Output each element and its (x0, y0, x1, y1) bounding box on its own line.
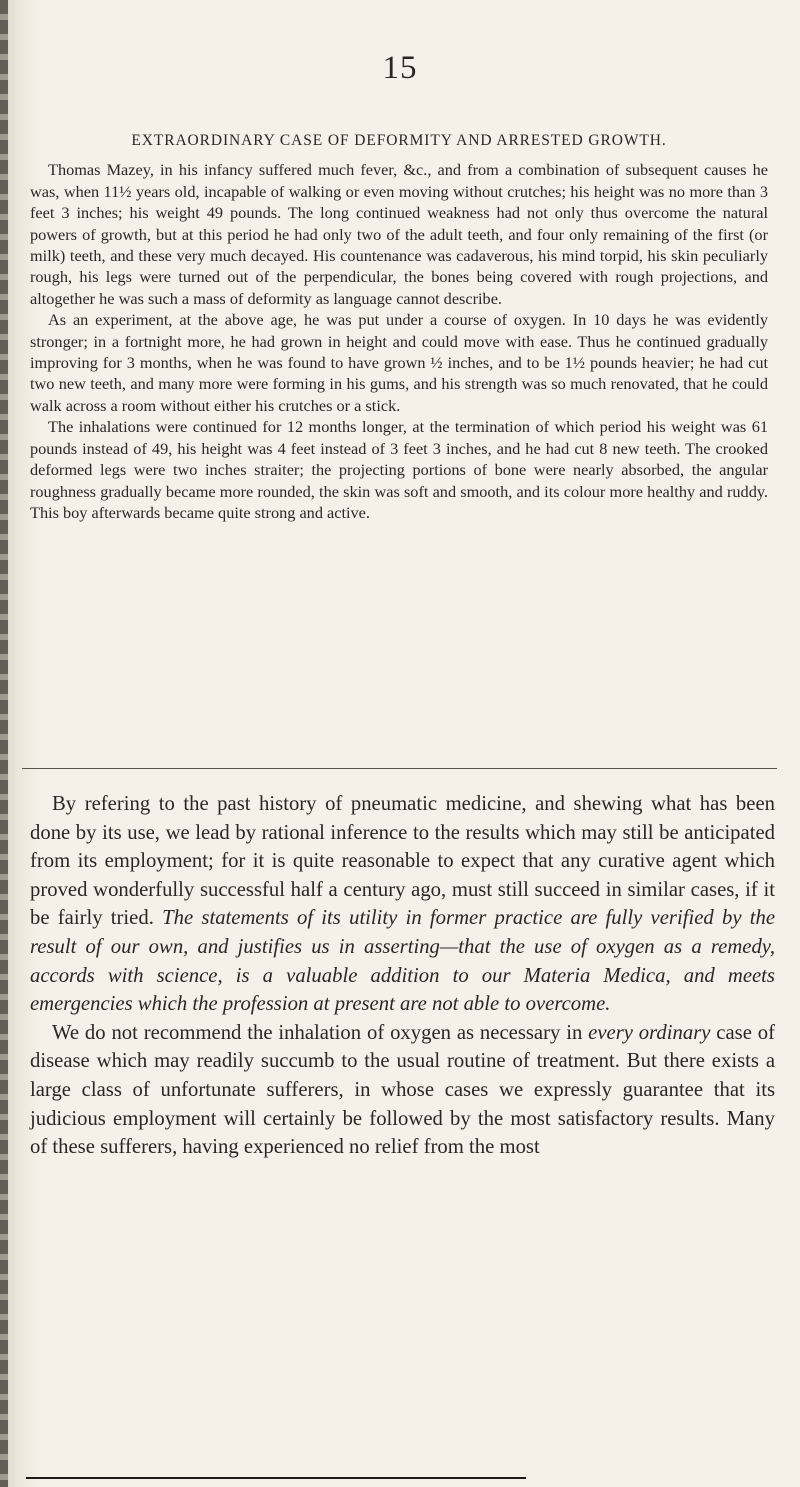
main-text-italic: The statements of its utility in former practice are fully verified by the result of our own, and justifies us in asserting—that the use of oxygen as a remedy, accords with science, is a valuable addition to our Materia Medica, and meets emergencies which the profession at present are not able to overcome. (30, 907, 776, 1016)
main-text-emphasis: every ordinary (588, 1021, 711, 1044)
main-text-plain: case of disease which may readily succumb to the usual routine of treatment. But there exists a large class of unfortunate sufferers, in whose cases we expressly guarantee that its judicious employment will certainly be followed by the most satisfactory results. Many of these sufferers, having experienced no relief from the most (30, 1021, 775, 1159)
case-paragraph: As an experiment, at the above age, he was put under a course of oxygen. In 10 days he was evidently stronger; in a fortnight more, he had grown in height and could move with ease. Thus he continued gradually improving for 3 months, when he was found to have grown ½ inches, and to be 1½ pounds heavier; he had cut two new teeth, and many more were forming in his gums, and his strength was so much renovated, that he could walk across a room without either his crutches or a stick. (30, 310, 768, 415)
section-divider (22, 768, 777, 769)
main-paragraph (30, 790, 775, 1019)
main-text (30, 790, 775, 1162)
binding-edge (0, 0, 8, 1487)
main-text-plain: We do not recommend the inhalation of oxygen as necessary in (52, 1021, 583, 1044)
case-report (30, 130, 768, 523)
case-heading: EXTRAORDINARY CASE OF DEFORMITY AND ARRESTED GROWTH. (131, 132, 667, 149)
page-edge-shadow (26, 1477, 526, 1479)
main-paragraph (30, 1019, 775, 1162)
case-paragraph: Thomas Mazey, in his infancy suffered much fever, &c., and from a combination of subsequent causes he was, when 11½ years old, incapable of walking or even moving without crutches; his height was no more than 3 feet 3 inches; his weight 49 pounds. The long continued weakness had not only thus overcome the natural powers of growth, but at this period he had only two of the adult teeth, and four only remaining of the first (or milk) teeth, and these very much decayed. His countenance was cadaverous, his mind torpid, his skin peculiarly rough, his legs were turned out of the perpendicular, the bones being covered with rough projections, and altogether he was such a mass of deformity as language cannot describe. (30, 160, 768, 308)
page-number: 15 (382, 50, 418, 86)
case-paragraph: The inhalations were continued for 12 months longer, at the termination of which period his weight was 61 pounds instead of 49, his height was 4 feet instead of 3 feet 3 inches, and he had cut 8 new teeth. The crooked deformed legs were two inches straiter; the projecting portions of bone were nearly absorbed, the angular roughness gradually became more rounded, the skin was soft and smooth, and its colour more healthy and ruddy. This boy afterwards became quite strong and active. (30, 417, 768, 522)
main-text-plain: By refering to the past history of pneumatic medicine, and shewing what has been done by its use, we lead by rational inference to the results which may still be anticipated from its employment; for it is quite reasonable to expect that any curative agent which proved wonderfully successful half a century ago, must still succeed in similar cases, if it be fairly tried. (30, 793, 775, 930)
